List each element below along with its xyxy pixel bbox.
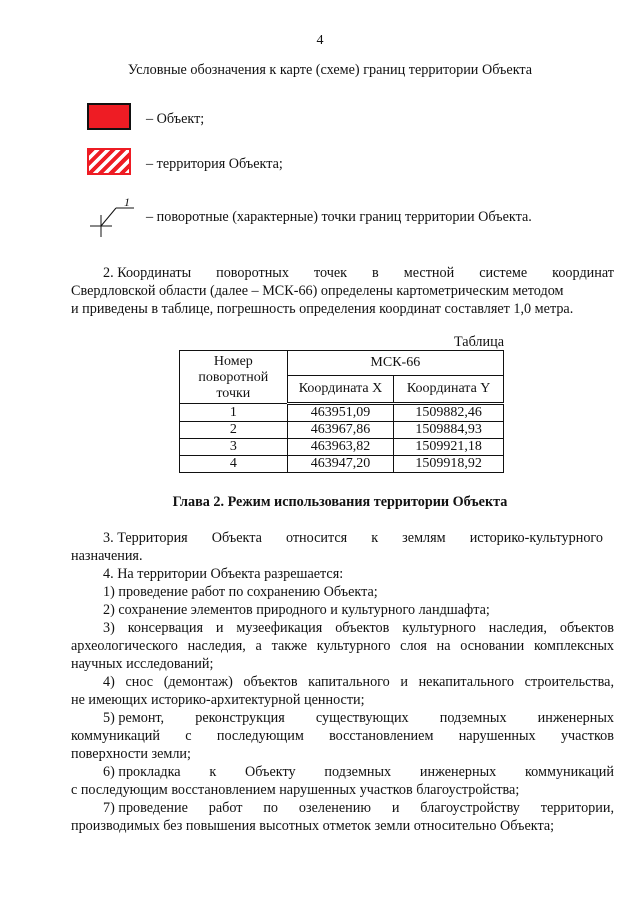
list-item-6-line-1: 6) прокладка к Объекту подземных инженерных коммуникаций [103,764,614,780]
territory-hatch-symbol [87,148,131,175]
legend-title: Условные обозначения к карте (схеме) границ территории Объекта [127,62,533,78]
table-row: 4 463947,20 1509918,92 [180,456,504,473]
word: в [372,265,379,281]
word: системе [479,265,528,281]
paragraph-3-line-1: 3. Территория Объекта относится к землям историко-культурного [103,530,603,546]
list-item-6-line-2: с последующим восстановлением нарушенных участков благоустройства; [71,782,520,798]
list-item-3-line-1: 3) консервация и музеефикация объектов культурного наследия, объектов [103,620,614,636]
table-row: 2 463967,86 1509884,93 [180,422,504,439]
point-label: 1 [124,195,130,209]
list-item-3-line-2: археологического наследия, а также культурного слоя на основании комплексных [71,638,614,654]
header-x: Координата X [287,376,394,404]
object-symbol [87,103,131,130]
chapter-heading: Глава 2. Режим использования территории Объекта [172,494,508,510]
list-item-7-line-1: 7) проведение работ по озеленению и благоустройству территории, [103,800,614,816]
word: координат [552,265,614,281]
list-item-3-line-3: научных исследований; [71,656,214,672]
list-item-4-line-1: 4) снос (демонтаж) объектов капитального и некапитального строительства, [103,674,614,690]
paragraph-4: 4. На территории Объекта разрешается: [103,566,344,582]
paragraph-3-line-2: назначения. [71,548,143,564]
header-y: Координата Y [394,376,504,404]
list-item-5-line-3: поверхности земли; [71,746,191,762]
header-point-number: Номер поворотной точки [180,351,288,404]
list-item-2: 2) сохранение элементов природного и культурного ландшафта; [103,602,490,618]
turning-point-symbol [86,194,136,238]
list-item-5-line-1: 5) ремонт, реконструкция существующих подземных инженерных [103,710,614,726]
word: местной [403,265,455,281]
header-system: МСК-66 [287,351,503,376]
word: поворотных [216,265,289,281]
table-caption: Таблица [453,334,504,350]
table-row: 1 463951,09 1509882,46 [180,404,504,422]
word: 2. Координаты [103,265,192,281]
word: точек [313,265,348,281]
legend-territory-text: – территория Объекта; [146,156,283,172]
table-row: 3 463963,82 1509921,18 [180,439,504,456]
paragraph-2-line-1 [103,264,614,282]
list-item-4-line-2: не имеющих историко-архитектурной ценности; [71,692,365,708]
legend-object-text: – Объект; [146,111,205,127]
list-item-7-line-2: производимых без повышения высотных отметок земли относительно Объекта; [71,818,555,834]
list-item-5-line-2: коммуникаций с последующим восстановлением нарушенных участков [71,728,614,744]
list-item-1: 1) проведение работ по сохранению Объекта; [103,584,378,600]
paragraph-2-line-2: Свердловской области (далее – МСК-66) определены картометрическим методом [71,283,564,299]
paragraph-2-line-3: и приведены в таблице, погрешность определения координат составляет 1,0 метра. [71,301,574,317]
coordinates-table [179,350,504,473]
legend-point-text: – поворотные (характерные) точки границ территории Объекта. [146,209,532,225]
page-number: 4 [316,33,324,48]
